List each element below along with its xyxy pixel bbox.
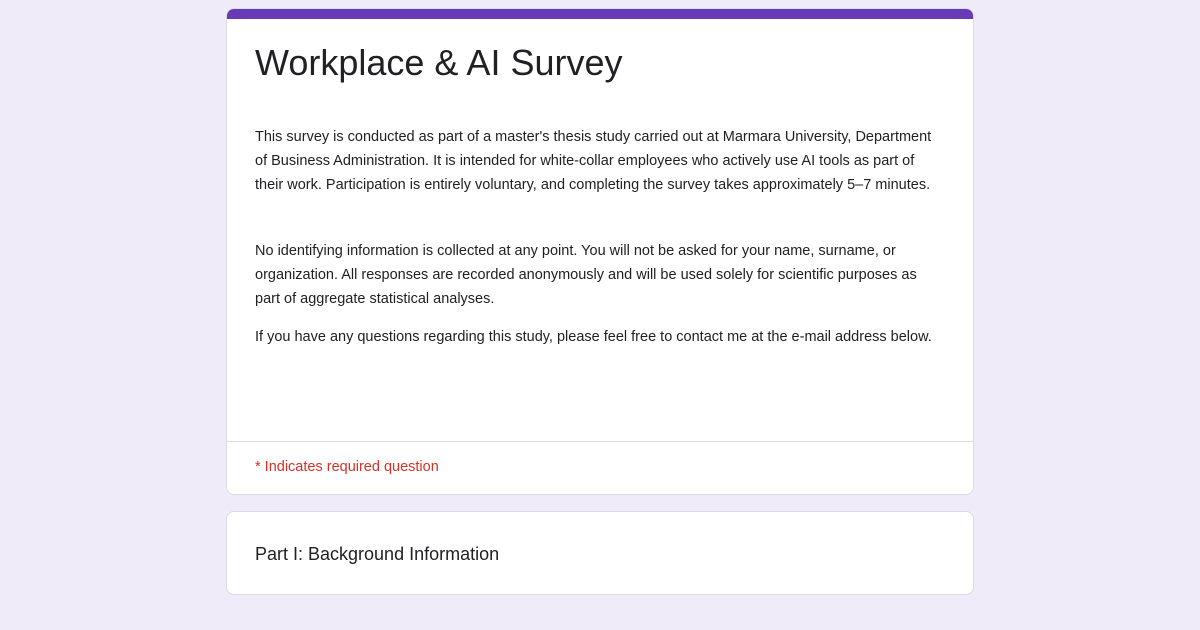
description-paragraph-1: This survey is conducted as part of a master's thesis study carried out at Marmara University, Department of Business Administration. It is intended for white-collar employees who actively use AI tools as part of their work. Participation is entirely voluntary, and completing the survey takes approximately 5–7 minutes. [255,129,932,193]
section-header-card [226,511,974,595]
description-paragraph-3: If you have any questions regarding this study, please feel free to contact me at the e-mail address below. [255,329,932,345]
form-container [226,8,974,595]
form-header-card [226,8,974,495]
form-title: Workplace & AI Survey [255,42,623,83]
section-title: Part I: Background Information [255,544,500,564]
form-header-body [227,19,973,441]
form-description [255,125,945,349]
required-question-note: * Indicates required question [255,459,439,475]
accent-bar [227,9,973,19]
description-paragraph-2: No identifying information is collected at any point. You will not be asked for your name, surname, or organization. All responses are recorded anonymously and will be used solely for scientific purposes as part of aggregate statistical analyses. [255,243,917,307]
